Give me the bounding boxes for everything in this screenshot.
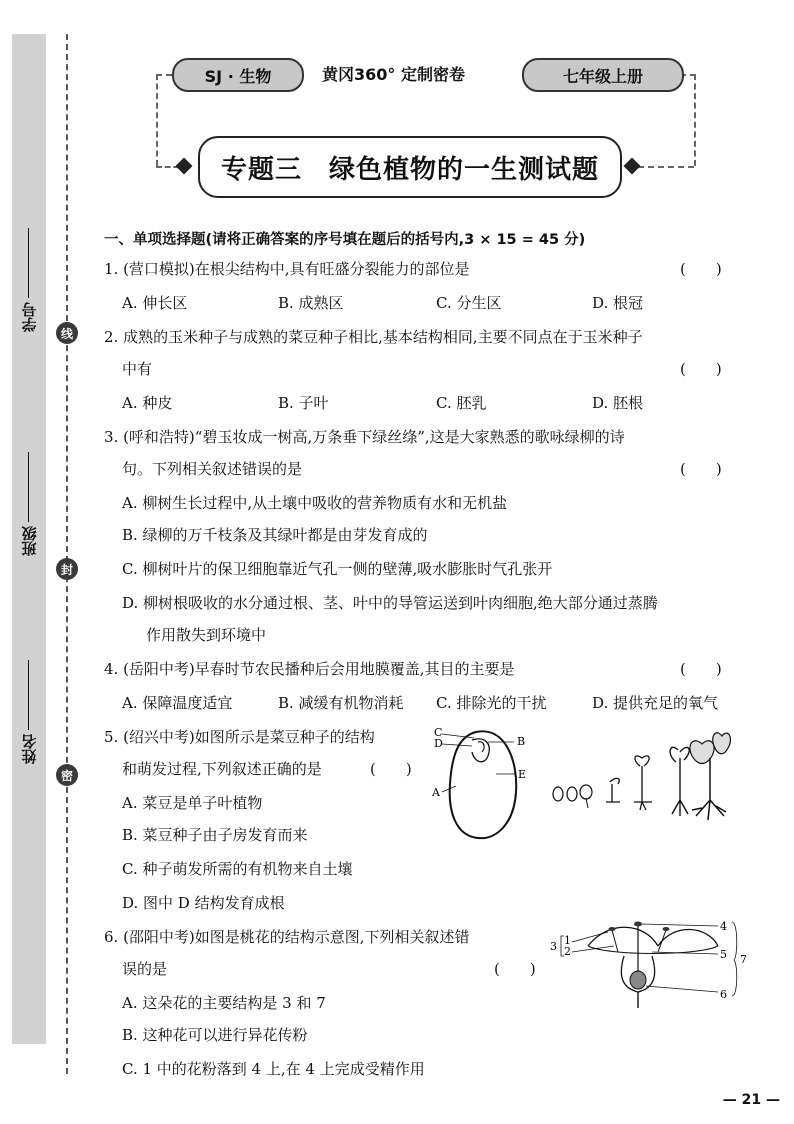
q3-option-d: D. 柳树根吸收的水分通过根、茎、叶中的导管运送到叶肉细胞,绝大部分通过蒸腾 xyxy=(122,594,658,612)
q5-answer-blank[interactable]: ( ) xyxy=(370,760,412,778)
name-blank[interactable] xyxy=(29,660,30,730)
q2-stem-cont: 中有 xyxy=(122,360,153,378)
q3-option-b: B. 绿柳的万千枝条及其绿叶都是由芽发育成的 xyxy=(122,526,428,544)
header-vdash-left xyxy=(156,74,158,166)
student-id-label: 学号 xyxy=(20,302,39,332)
q3-option-c: C. 柳树叶片的保卫细胞靠近气孔一侧的壁薄,吸水膨胀时气孔张开 xyxy=(122,560,553,578)
q3-stem: 3. (呼和浩特)“碧玉妆成一树高,万条垂下绿丝绦”,这是大家熟悉的歌咏绿柳的诗 xyxy=(104,428,625,446)
q1-option-a: A. 伸长区 xyxy=(122,294,188,312)
header-dash-left xyxy=(156,74,172,76)
page-number: — 21 — xyxy=(722,1092,780,1108)
header-vdash-right xyxy=(694,74,696,166)
flower-label-3: 3 xyxy=(550,940,557,953)
bean-label-b: B xyxy=(517,735,526,748)
seal-dense-badge: 密 xyxy=(56,764,78,786)
bean-seed-figure xyxy=(426,722,746,848)
seal-seal-badge: 封 xyxy=(56,558,78,580)
q2-option-b: B. 子叶 xyxy=(278,394,329,412)
q5-stem-cont: 和萌发过程,下列叙述正确的是 xyxy=(122,760,322,778)
q4-option-c: C. 排除光的干扰 xyxy=(436,694,547,712)
class-field[interactable] xyxy=(14,452,44,612)
q5-option-c: C. 种子萌发所需的有机物来自土壤 xyxy=(122,860,353,878)
class-label: 班级 xyxy=(20,526,39,556)
flower-label-4: 4 xyxy=(720,920,727,933)
q3-answer-blank[interactable]: ( ) xyxy=(680,460,722,478)
q5-option-d: D. 图中 D 结构发育成根 xyxy=(122,894,285,912)
q2-answer-blank[interactable]: ( ) xyxy=(680,360,722,378)
q4-answer-blank[interactable]: ( ) xyxy=(680,660,722,678)
flower-label-7: 7 xyxy=(740,953,747,966)
student-id-blank[interactable] xyxy=(29,228,30,298)
q4-option-b: B. 减缓有机物消耗 xyxy=(278,694,404,712)
q2-stem: 2. 成熟的玉米种子与成熟的菜豆种子相比,基本结构相同,主要不同点在于玉米种子 xyxy=(104,328,643,346)
q6-option-b: B. 这种花可以进行异花传粉 xyxy=(122,1026,308,1044)
title-diamond-right xyxy=(624,158,641,175)
q2-option-d: D. 胚根 xyxy=(592,394,644,412)
q1-option-b: B. 成熟区 xyxy=(278,294,344,312)
title-diamond-left xyxy=(176,158,193,175)
class-blank[interactable] xyxy=(29,452,30,522)
student-id-field[interactable] xyxy=(14,228,44,388)
q1-option-d: D. 根冠 xyxy=(592,294,644,312)
seal-line-badge: 线 xyxy=(56,322,78,344)
q5-option-a: A. 菜豆是单子叶植物 xyxy=(122,794,263,812)
q4-stem: 4. (岳阳中考)早春时节农民播种后会用地膜覆盖,其目的主要是 xyxy=(104,660,515,678)
peach-flower-figure xyxy=(548,916,748,1008)
page-title: 专题三 绿色植物的一生测试题 xyxy=(198,136,622,198)
q6-option-c: C. 1 中的花粉落到 4 上,在 4 上完成受精作用 xyxy=(122,1060,425,1078)
q1-answer-blank[interactable]: ( ) xyxy=(680,260,722,278)
q1-stem: 1. (营口模拟)在根尖结构中,具有旺盛分裂能力的部位是 xyxy=(104,260,470,278)
q5-stem: 5. (绍兴中考)如图所示是菜豆种子的结构 xyxy=(104,728,375,746)
q4-option-d: D. 提供充足的氧气 xyxy=(592,694,719,712)
bean-label-d: D xyxy=(434,737,443,750)
q1-option-c: C. 分生区 xyxy=(436,294,502,312)
bean-label-e: E xyxy=(518,768,527,781)
flower-label-1: 1 xyxy=(564,934,571,947)
q3-stem-cont: 句。下列相关叙述错误的是 xyxy=(122,460,303,478)
bean-label-c: C xyxy=(434,726,443,739)
q6-option-a: A. 这朵花的主要结构是 3 和 7 xyxy=(122,994,326,1012)
q5-option-b: B. 菜豆种子由子房发育而来 xyxy=(122,826,308,844)
q6-stem: 6. (邵阳中考)如图是桃花的结构示意图,下列相关叙述错 xyxy=(104,928,470,946)
q3-option-d-cont: 作用散失到环境中 xyxy=(146,626,267,644)
q4-option-a: A. 保障温度适宜 xyxy=(122,694,233,712)
q6-answer-blank[interactable]: ( ) xyxy=(494,960,536,978)
q3-option-a: A. 柳树生长过程中,从土壤中吸收的营养物质有水和无机盐 xyxy=(122,494,508,512)
q6-stem-cont: 误的是 xyxy=(122,960,168,978)
flower-label-6: 6 xyxy=(720,988,727,1001)
name-label: 姓名 xyxy=(20,734,39,764)
brand-text: 黄冈360° 定制密卷 xyxy=(322,65,465,84)
flower-label-2: 2 xyxy=(564,945,571,958)
q2-option-c: C. 胚乳 xyxy=(436,394,487,412)
grade-pill: 七年级上册 xyxy=(522,58,684,92)
subject-pill: SJ · 生物 xyxy=(172,58,304,92)
name-field[interactable] xyxy=(14,660,44,820)
q2-option-a: A. 种皮 xyxy=(122,394,173,412)
flower-label-5: 5 xyxy=(720,948,727,961)
bean-label-a: A xyxy=(432,786,440,799)
binding-dashed-line xyxy=(66,34,68,1074)
section-heading: 一、单项选择题(请将正确答案的序号填在题后的括号内,3 × 15 = 45 分) xyxy=(104,232,586,248)
